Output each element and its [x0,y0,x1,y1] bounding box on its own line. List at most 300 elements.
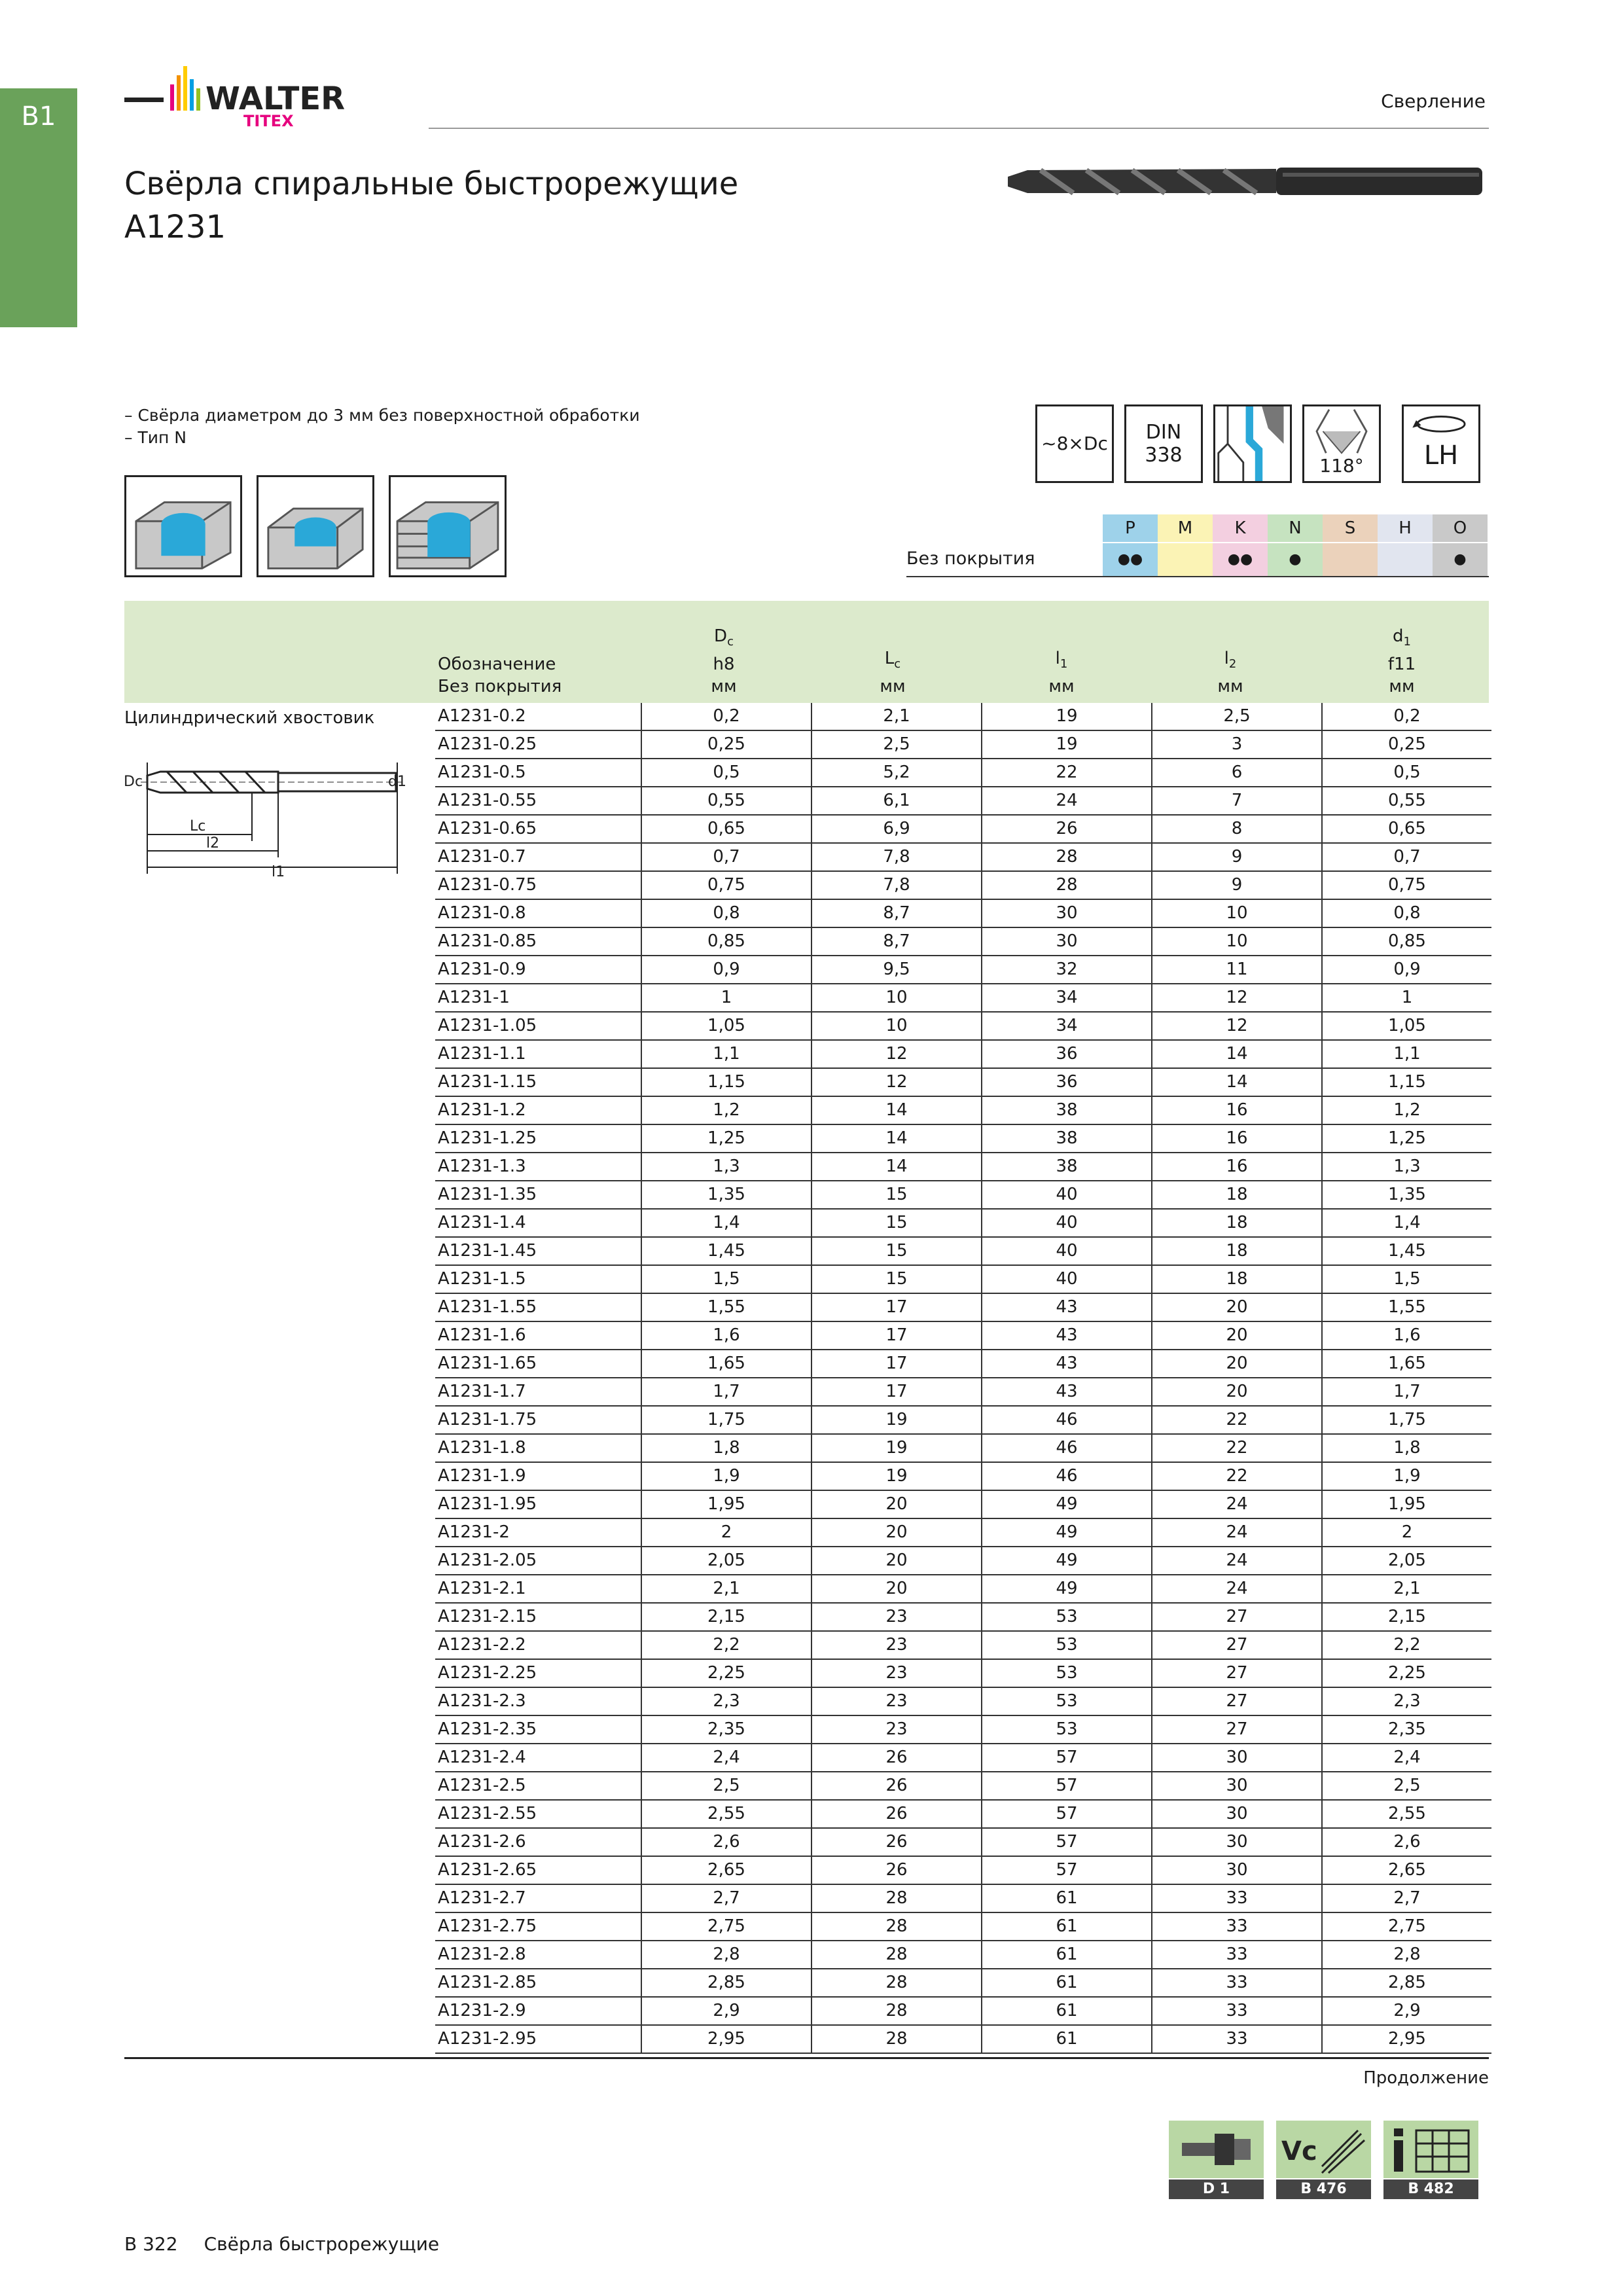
iso-head-s: S [1323,514,1378,542]
header-l2: l [1224,648,1229,668]
cell-l1: 49 [982,1518,1152,1547]
cell-l2: 10 [1152,927,1322,956]
cell-designation: A1231-1.3 [435,1153,641,1181]
cell-l2: 16 [1152,1153,1322,1181]
cell-l2: 16 [1152,1096,1322,1124]
cell-lc: 28 [812,1969,982,1997]
ref-d1-link[interactable] [1169,2121,1264,2199]
rotation-arrow-icon [1404,406,1478,438]
cell-dc: 1,65 [641,1350,812,1378]
cell-lc: 9,5 [812,956,982,984]
cell-designation: A1231-1.95 [435,1490,641,1518]
table-row [435,1040,1491,1068]
table-row [435,1350,1491,1378]
cell-dc: 1,1 [641,1040,812,1068]
table-row [435,2025,1491,2053]
section-tab-label: B1 [21,101,56,132]
cell-l2: 30 [1152,1828,1322,1856]
iso-suitability-row [1103,543,1488,576]
cell-designation: A1231-2.05 [435,1547,641,1575]
header-dc-tol: h8 [713,655,735,674]
table-row [435,1997,1491,2025]
cell-designation: A1231-1.7 [435,1378,641,1406]
cell-lc: 19 [812,1462,982,1490]
table-row [435,1603,1491,1631]
table-row [435,815,1491,843]
cell-l2: 33 [1152,2025,1322,2053]
iso-mark-h [1378,543,1433,576]
cell-d1: 0,2 [1322,703,1491,730]
cell-d1: 2,85 [1322,1969,1491,1997]
cell-dc: 1 [641,984,812,1012]
cell-lc: 28 [812,1941,982,1969]
cell-l1: 53 [982,1603,1152,1631]
cell-l2: 20 [1152,1350,1322,1378]
table-row [435,1462,1491,1490]
cell-d1: 2 [1322,1518,1491,1547]
table-row [435,1237,1491,1265]
cell-dc: 0,65 [641,815,812,843]
cell-designation: A1231-1.05 [435,1012,641,1040]
iso-material-heads [1103,514,1488,542]
col-l1 [977,601,1146,703]
cell-lc: 28 [812,1912,982,1941]
cell-dc: 1,3 [641,1153,812,1181]
cell-d1: 2,65 [1322,1856,1491,1884]
cell-lc: 12 [812,1068,982,1096]
iso-head-n: N [1268,514,1323,542]
cell-d1: 1,15 [1322,1068,1491,1096]
cell-l1: 57 [982,1744,1152,1772]
cell-l2: 16 [1152,1124,1322,1153]
through-hole-icon [124,475,242,577]
cell-designation: A1231-1.8 [435,1434,641,1462]
cell-designation: A1231-0.7 [435,843,641,871]
cell-lc: 23 [812,1603,982,1631]
blind-hole-icon [257,475,374,577]
cell-l2: 24 [1152,1518,1322,1547]
cell-dc: 2,6 [641,1828,812,1856]
cell-l1: 61 [982,1884,1152,1912]
table-row [435,899,1491,927]
cell-designation: A1231-0.2 [435,703,641,730]
cell-designation: A1231-2 [435,1518,641,1547]
cell-d1: 0,9 [1322,956,1491,984]
header-unit: мм [1048,677,1075,696]
cell-designation: A1231-2.25 [435,1659,641,1687]
header-lc: L [884,648,895,668]
cell-l2: 18 [1152,1237,1322,1265]
cell-designation: A1231-1.75 [435,1406,641,1434]
cell-l2: 10 [1152,899,1322,927]
cell-lc: 20 [812,1547,982,1575]
table-end-rule [124,2057,1489,2059]
cell-designation: A1231-2.55 [435,1800,641,1828]
cell-l1: 61 [982,1997,1152,2025]
length-ratio: ~8×Dc [1041,433,1108,454]
cell-d1: 1,8 [1322,1434,1491,1462]
cell-l2: 2,5 [1152,703,1322,730]
ref-b476-link[interactable] [1276,2121,1371,2199]
cell-l2: 20 [1152,1321,1322,1350]
cell-lc: 14 [812,1124,982,1153]
cell-l2: 30 [1152,1744,1322,1772]
cell-dc: 0,5 [641,759,812,787]
cell-l2: 6 [1152,759,1322,787]
table-row [435,1772,1491,1800]
cell-l2: 30 [1152,1772,1322,1800]
table-row [435,1293,1491,1321]
cell-dc: 0,2 [641,703,812,730]
cell-l2: 11 [1152,956,1322,984]
cell-l2: 27 [1152,1715,1322,1744]
cell-dc: 2,15 [641,1603,812,1631]
header-dc-sub: c [727,635,734,649]
cell-lc: 2,1 [812,703,982,730]
cell-d1: 2,2 [1322,1631,1491,1659]
cell-l1: 38 [982,1096,1152,1124]
cutting-direction-box [1402,404,1480,483]
cell-lc: 15 [812,1209,982,1237]
cell-lc: 19 [812,1434,982,1462]
cell-l2: 33 [1152,1912,1322,1941]
cell-lc: 12 [812,1040,982,1068]
cell-designation: A1231-1.6 [435,1321,641,1350]
cell-dc: 0,8 [641,899,812,927]
cell-d1: 0,75 [1322,871,1491,899]
cell-d1: 1,45 [1322,1237,1491,1265]
svg-text:TITEX: TITEX [243,112,294,130]
cell-d1: 0,7 [1322,843,1491,871]
cell-dc: 1,2 [641,1096,812,1124]
cell-dc: 2,25 [641,1659,812,1687]
cell-d1: 0,85 [1322,927,1491,956]
cell-designation: A1231-1.55 [435,1293,641,1321]
cell-dc: 2,1 [641,1575,812,1603]
table-row [435,984,1491,1012]
cell-l2: 14 [1152,1040,1322,1068]
cell-l1: 61 [982,1969,1152,1997]
label-l2: l2 [206,835,220,852]
svg-text:WALTER: WALTER [205,81,346,117]
cell-d1: 1,4 [1322,1209,1491,1237]
cell-l1: 61 [982,2025,1152,2053]
table-row [435,1856,1491,1884]
table-row [435,1490,1491,1518]
cell-dc: 1,7 [641,1378,812,1406]
cell-dc: 2,9 [641,1997,812,2025]
cell-lc: 19 [812,1406,982,1434]
footer-title: Свёрла быстрорежущие [204,2233,440,2255]
cell-lc: 20 [812,1518,982,1547]
cell-designation: A1231-0.85 [435,927,641,956]
cell-l2: 9 [1152,843,1322,871]
cell-dc: 2,35 [641,1715,812,1744]
cell-lc: 10 [812,1012,982,1040]
din-number: 338 [1145,444,1183,467]
cell-l1: 57 [982,1772,1152,1800]
cell-d1: 1,7 [1322,1378,1491,1406]
iso-head-p: P [1103,514,1158,542]
table-row [435,1687,1491,1715]
product-table [435,703,1491,2054]
col-dc [639,601,808,703]
cell-l2: 9 [1152,871,1322,899]
cell-l2: 3 [1152,730,1322,759]
cell-lc: 7,8 [812,843,982,871]
cell-designation: A1231-0.55 [435,787,641,815]
cell-d1: 1,35 [1322,1181,1491,1209]
cell-d1: 1,65 [1322,1350,1491,1378]
cell-lc: 14 [812,1153,982,1181]
header-dc: D [714,626,728,646]
cell-dc: 0,9 [641,956,812,984]
cell-d1: 2,9 [1322,1997,1491,2025]
cell-d1: 2,7 [1322,1884,1491,1912]
table-row [435,1518,1491,1547]
header-l1-sub: 1 [1060,657,1068,671]
cell-designation: A1231-1.4 [435,1209,641,1237]
cell-l2: 12 [1152,1012,1322,1040]
cell-dc: 1,25 [641,1124,812,1153]
header-unit: мм [711,677,737,696]
cell-l1: 40 [982,1181,1152,1209]
cell-d1: 0,65 [1322,815,1491,843]
table-row [435,1068,1491,1096]
cell-d1: 2,6 [1322,1828,1491,1856]
header-unit: мм [1389,677,1415,696]
cell-l1: 57 [982,1856,1152,1884]
din-label: DIN [1145,421,1182,444]
cell-designation: A1231-0.5 [435,759,641,787]
continue-label: Продолжение [1363,2068,1489,2088]
length-ratio-box [1035,404,1114,483]
cell-lc: 28 [812,1884,982,1912]
cell-designation: A1231-1 [435,984,641,1012]
cell-l2: 27 [1152,1659,1322,1687]
cell-d1: 0,55 [1322,787,1491,815]
ref-label: B 476 [1276,2179,1371,2199]
cell-d1: 1,6 [1322,1321,1491,1350]
cell-designation: A1231-0.9 [435,956,641,984]
cell-designation: A1231-2.4 [435,1744,641,1772]
table-row [435,1124,1491,1153]
cell-d1: 1,25 [1322,1124,1491,1153]
cell-lc: 7,8 [812,871,982,899]
cell-designation: A1231-2.35 [435,1715,641,1744]
cell-dc: 2,2 [641,1631,812,1659]
cell-lc: 6,1 [812,787,982,815]
cell-dc: 1,75 [641,1406,812,1434]
iso-head-o: O [1433,514,1488,542]
table-row [435,927,1491,956]
cell-designation: A1231-2.8 [435,1941,641,1969]
cell-l1: 22 [982,759,1152,787]
din-box [1124,404,1203,483]
cell-d1: 0,8 [1322,899,1491,927]
header-designation: Обозначение [438,655,556,674]
table-row [435,956,1491,984]
page-number: B 322 [124,2233,178,2255]
cell-designation: A1231-2.7 [435,1884,641,1912]
cell-dc: 0,75 [641,871,812,899]
cell-dc: 1,45 [641,1237,812,1265]
col-l2 [1146,601,1315,703]
cell-l1: 53 [982,1659,1152,1687]
cell-lc: 6,9 [812,815,982,843]
cell-dc: 2,8 [641,1941,812,1969]
cell-l2: 12 [1152,984,1322,1012]
cell-designation: A1231-2.6 [435,1828,641,1856]
cell-dc: 2,5 [641,1772,812,1800]
cell-dc: 1,5 [641,1265,812,1293]
table-row [435,1941,1491,1969]
cell-designation: A1231-2.65 [435,1856,641,1884]
table-row [435,1912,1491,1941]
header-unit: мм [880,677,906,696]
cell-dc: 1,4 [641,1209,812,1237]
cell-l1: 43 [982,1321,1152,1350]
cell-l1: 30 [982,927,1152,956]
cell-lc: 17 [812,1321,982,1350]
cell-l2: 20 [1152,1293,1322,1321]
feature-item: – Свёрла диаметром до 3 мм без поверхностной обработки [124,406,640,425]
ref-label: D 1 [1169,2179,1264,2199]
info-table-icon [1383,2121,1478,2178]
cell-lc: 15 [812,1181,982,1209]
cell-l1: 34 [982,1012,1152,1040]
table-row [435,1181,1491,1209]
cell-designation: A1231-1.1 [435,1040,641,1068]
cell-l2: 24 [1152,1490,1322,1518]
cell-dc: 2,75 [641,1912,812,1941]
cell-designation: A1231-0.75 [435,871,641,899]
header-coating: Без покрытия [438,677,562,696]
header-unit: мм [1217,677,1243,696]
cell-d1: 1,75 [1322,1406,1491,1434]
internal-coolant-icon [1213,404,1292,483]
cell-d1: 1,95 [1322,1490,1491,1518]
cell-designation: A1231-2.75 [435,1912,641,1941]
cell-lc: 8,7 [812,899,982,927]
drill-image [1001,157,1489,206]
page-footer [124,2233,465,2255]
point-angle: 118° [1319,455,1364,476]
cell-designation: A1231-2.5 [435,1772,641,1800]
table-row [435,1406,1491,1434]
cell-designation: A1231-1.45 [435,1237,641,1265]
ref-b482-link[interactable] [1383,2121,1478,2199]
table-row [435,703,1491,730]
cell-l1: 34 [982,984,1152,1012]
cell-designation: A1231-2.2 [435,1631,641,1659]
cell-designation: A1231-1.35 [435,1181,641,1209]
cell-dc: 1,95 [641,1490,812,1518]
stacked-plates-icon [389,475,507,577]
cell-l2: 30 [1152,1800,1322,1828]
cell-designation: A1231-0.8 [435,899,641,927]
cell-l2: 22 [1152,1462,1322,1490]
cell-d1: 1,2 [1322,1096,1491,1124]
cell-l1: 46 [982,1406,1152,1434]
header-d1-tol: f11 [1387,655,1416,674]
cell-lc: 28 [812,1997,982,2025]
header-lc-sub: c [894,657,901,671]
cell-l1: 28 [982,843,1152,871]
cell-l1: 49 [982,1490,1152,1518]
cell-l2: 33 [1152,1969,1322,1997]
cell-lc: 23 [812,1715,982,1744]
cell-l2: 27 [1152,1631,1322,1659]
table-row [435,1378,1491,1406]
cell-lc: 15 [812,1237,982,1265]
cell-designation: A1231-1.65 [435,1350,641,1378]
cell-l1: 36 [982,1040,1152,1068]
cell-l2: 20 [1152,1378,1322,1406]
cell-d1: 1,05 [1322,1012,1491,1040]
cell-l1: 40 [982,1237,1152,1265]
cell-dc: 2 [641,1518,812,1547]
cell-d1: 2,1 [1322,1575,1491,1603]
cell-designation: A1231-1.15 [435,1068,641,1096]
cell-d1: 1,55 [1322,1293,1491,1321]
header-l1: l [1055,648,1060,668]
cell-l2: 18 [1152,1265,1322,1293]
table-row [435,1096,1491,1124]
iso-mark-k: ●● [1213,543,1268,576]
table-row [435,1800,1491,1828]
iso-mark-p: ●● [1103,543,1158,576]
cell-l1: 38 [982,1124,1152,1153]
cell-l1: 24 [982,787,1152,815]
cell-l2: 18 [1152,1209,1322,1237]
col-designation [435,601,638,703]
table-row [435,1153,1491,1181]
cell-l1: 49 [982,1575,1152,1603]
cell-dc: 2,55 [641,1800,812,1828]
cell-l2: 33 [1152,1884,1322,1912]
cell-l1: 43 [982,1350,1152,1378]
iso-mark-n: ● [1268,543,1323,576]
cell-designation: A1231-1.25 [435,1124,641,1153]
table-row [435,1969,1491,1997]
shank-type-label: Цилиндрический хвостовик [124,708,375,728]
table-row [435,1547,1491,1575]
walter-titex-logo [124,62,406,134]
cell-dc: 0,7 [641,843,812,871]
cell-dc: 1,6 [641,1321,812,1350]
cell-lc: 20 [812,1575,982,1603]
table-row [435,1012,1491,1040]
cell-dc: 0,25 [641,730,812,759]
svg-text:Vc: Vc [1281,2136,1317,2166]
cell-l1: 53 [982,1715,1152,1744]
iso-head-m: M [1158,514,1213,542]
label-d1: d1 [388,774,406,790]
cell-d1: 1,9 [1322,1462,1491,1490]
title-line-2: A1231 [124,209,226,245]
section-tab[interactable] [0,88,77,327]
cell-dc: 1,35 [641,1181,812,1209]
cell-l1: 30 [982,899,1152,927]
cell-lc: 23 [812,1631,982,1659]
cell-dc: 2,7 [641,1884,812,1912]
cell-l2: 7 [1152,787,1322,815]
cell-d1: 2,55 [1322,1800,1491,1828]
cell-d1: 0,25 [1322,730,1491,759]
cell-d1: 2,3 [1322,1687,1491,1715]
cell-d1: 2,75 [1322,1912,1491,1941]
